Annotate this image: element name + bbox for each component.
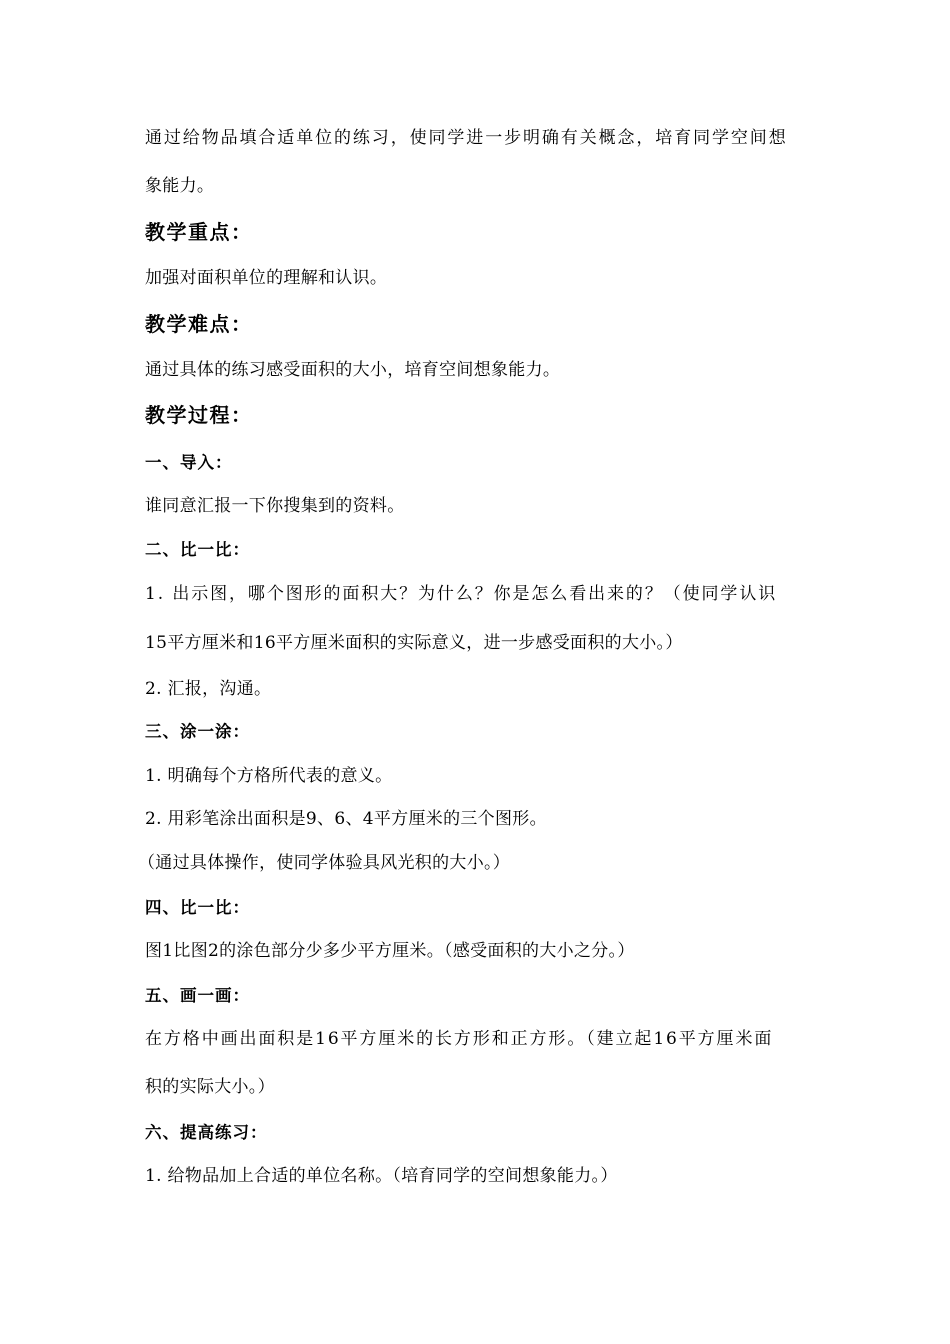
difficulties-text: 通过具体的练习感受面积的大小，培育空间想象能力。 xyxy=(145,360,561,380)
section6-item1: 1. 给物品加上合适的单位名称。（培育同学的空间想象能力。） xyxy=(145,1166,618,1186)
section6-heading: 六、提高练习： xyxy=(145,1123,268,1142)
section2-item2: 2. 汇报，沟通。 xyxy=(145,679,272,699)
key-points-text: 加强对面积单位的理解和认识。 xyxy=(145,268,388,288)
section5-heading: 五、画一画： xyxy=(145,986,250,1005)
process-heading: 教学过程： xyxy=(145,403,253,427)
section1-text: 谁同意汇报一下你搜集到的资料。 xyxy=(145,496,405,516)
section4-heading: 四、比一比： xyxy=(145,898,250,917)
section5-text-line-1: 在方格中画出面积是16平方厘米的长方形和正方形。（建立起16平方厘米面 xyxy=(145,1029,774,1049)
section3-item2: 2. 用彩笔涂出面积是9、6、4平方厘米的三个图形。 xyxy=(145,809,547,829)
intro-text-line-2: 象能力。 xyxy=(145,176,215,196)
key-points-heading: 教学重点： xyxy=(145,220,253,244)
section2-item1-line-2: 15平方厘米和16平方厘米面积的实际意义，进一步感受面积的大小。） xyxy=(145,633,683,653)
section3-note: （通过具体操作，使同学体验具风光积的大小。） xyxy=(138,853,511,873)
intro-text-line-1: 通过给物品填合适单位的练习，使同学进一步明确有关概念，培育同学空间想 xyxy=(145,128,788,148)
section1-heading: 一、导入： xyxy=(145,453,233,472)
section3-item1: 1. 明确每个方格所代表的意义。 xyxy=(145,766,393,786)
section3-heading: 三、涂一涂： xyxy=(145,722,250,741)
section5-text-line-2: 积的实际大小。） xyxy=(145,1077,275,1097)
difficulties-heading: 教学难点： xyxy=(145,312,253,336)
section2-heading: 二、比一比： xyxy=(145,540,250,559)
section4-text: 图1比图2的涂色部分少多少平方厘米。（感受面积的大小之分。） xyxy=(145,941,635,961)
section2-item1-line-1: 1. 出示图，哪个图形的面积大？为什么？你是怎么看出来的？（使同学认识 xyxy=(145,584,778,604)
